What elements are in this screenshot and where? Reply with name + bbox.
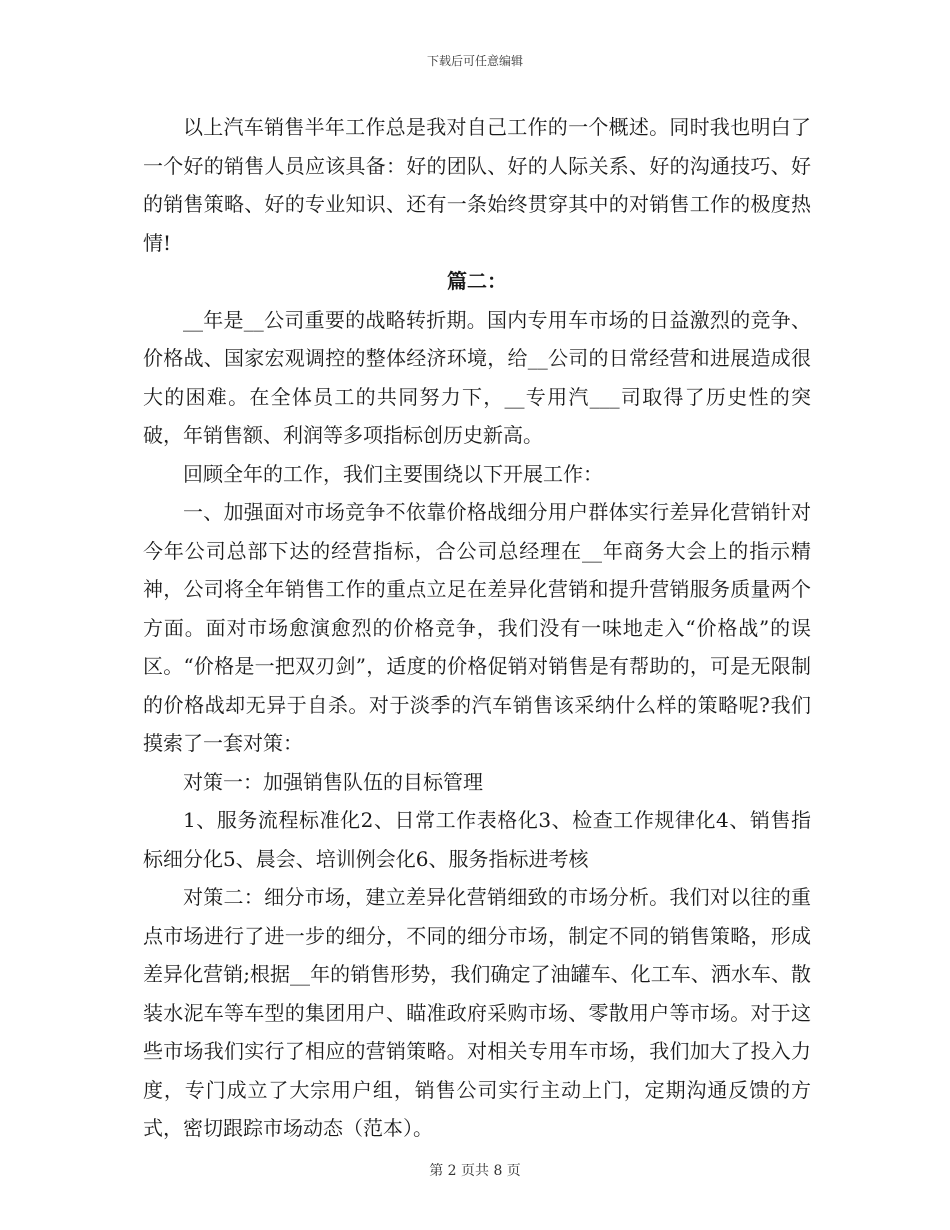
paragraph-review: 回顾全年的工作，我们主要围绕以下开展工作：: [183, 461, 603, 486]
document-body: [143, 108, 811, 1148]
paragraph-measure-one: 对策一：加强销售队伍的目标管理: [183, 769, 483, 794]
paragraph-summary: 以上汽车销售半年工作总是我对自己工作的一个概述。同时我也明白了一个好的销售人员应该具备：好的团队、好的人际关系、好的沟通技巧、好的销售策略、好的专业知识、还有一条始终贯穿其中的对销售工作的极度热情!: [143, 115, 811, 255]
page-footer: 第 2 页共 8 页: [429, 1163, 521, 1179]
page-header: 下载后可任意编辑: [426, 54, 523, 68]
paragraph-measure-two: 对策二：细分市场，建立差异化营销细致的市场分析。我们对以往的重点市场进行了进一步的细分，不同的细分市场，制定不同的销售策略，形成差异化营销;根据__年的销售形势，我们确定了油罐车、化工车、洒水车、散装水泥车等车型的集团用户、瞄准政府采购市场、零散用户等市场。对于这些市场我们实行了相应的营销策略。对相关专用车市场，我们加大了投入力度，专门成立了大宗用户组，销售公司实行主动上门，定期沟通反馈的方式，密切跟踪市场动态（范本）。: [143, 885, 811, 1140]
paragraph-measure-list: 1、服务流程标准化2、日常工作表格化3、检查工作规律化4、销售指标细分化5、晨会、培训例会化6、服务指标进考核: [143, 808, 811, 871]
paragraph-strategy-one: 一、加强面对市场竞争不依靠价格战细分用户群体实行差异化营销针对今年公司总部下达的经营指标，合公司总经理在__年商务大会上的指示精神，公司将全年销售工作的重点立足在差异化营销和提升营销服务质量两个方面。面对市场愈演愈烈的价格竞争，我们没有一味地走入“价格战”的误区。“价格是一把双刃剑”，适度的价格促销对销售是有帮助的，可是无限制的价格战却无异于自杀。对于淡季的汽车销售该采纳什么样的策略呢?我们摸索了一套对策：: [143, 500, 811, 755]
paragraph-intro: __年是__公司重要的战略转折期。国内专用车市场的日益激烈的竞争、价格战、国家宏观调控的整体经济环境，给__公司的日常经营和进展造成很大的困难。在全体员工的共同努力下，__专用汽___司取得了历史性的突破，年销售额、利润等多项指标创历史新高。: [143, 307, 811, 447]
section-heading: 篇二：: [447, 269, 507, 293]
